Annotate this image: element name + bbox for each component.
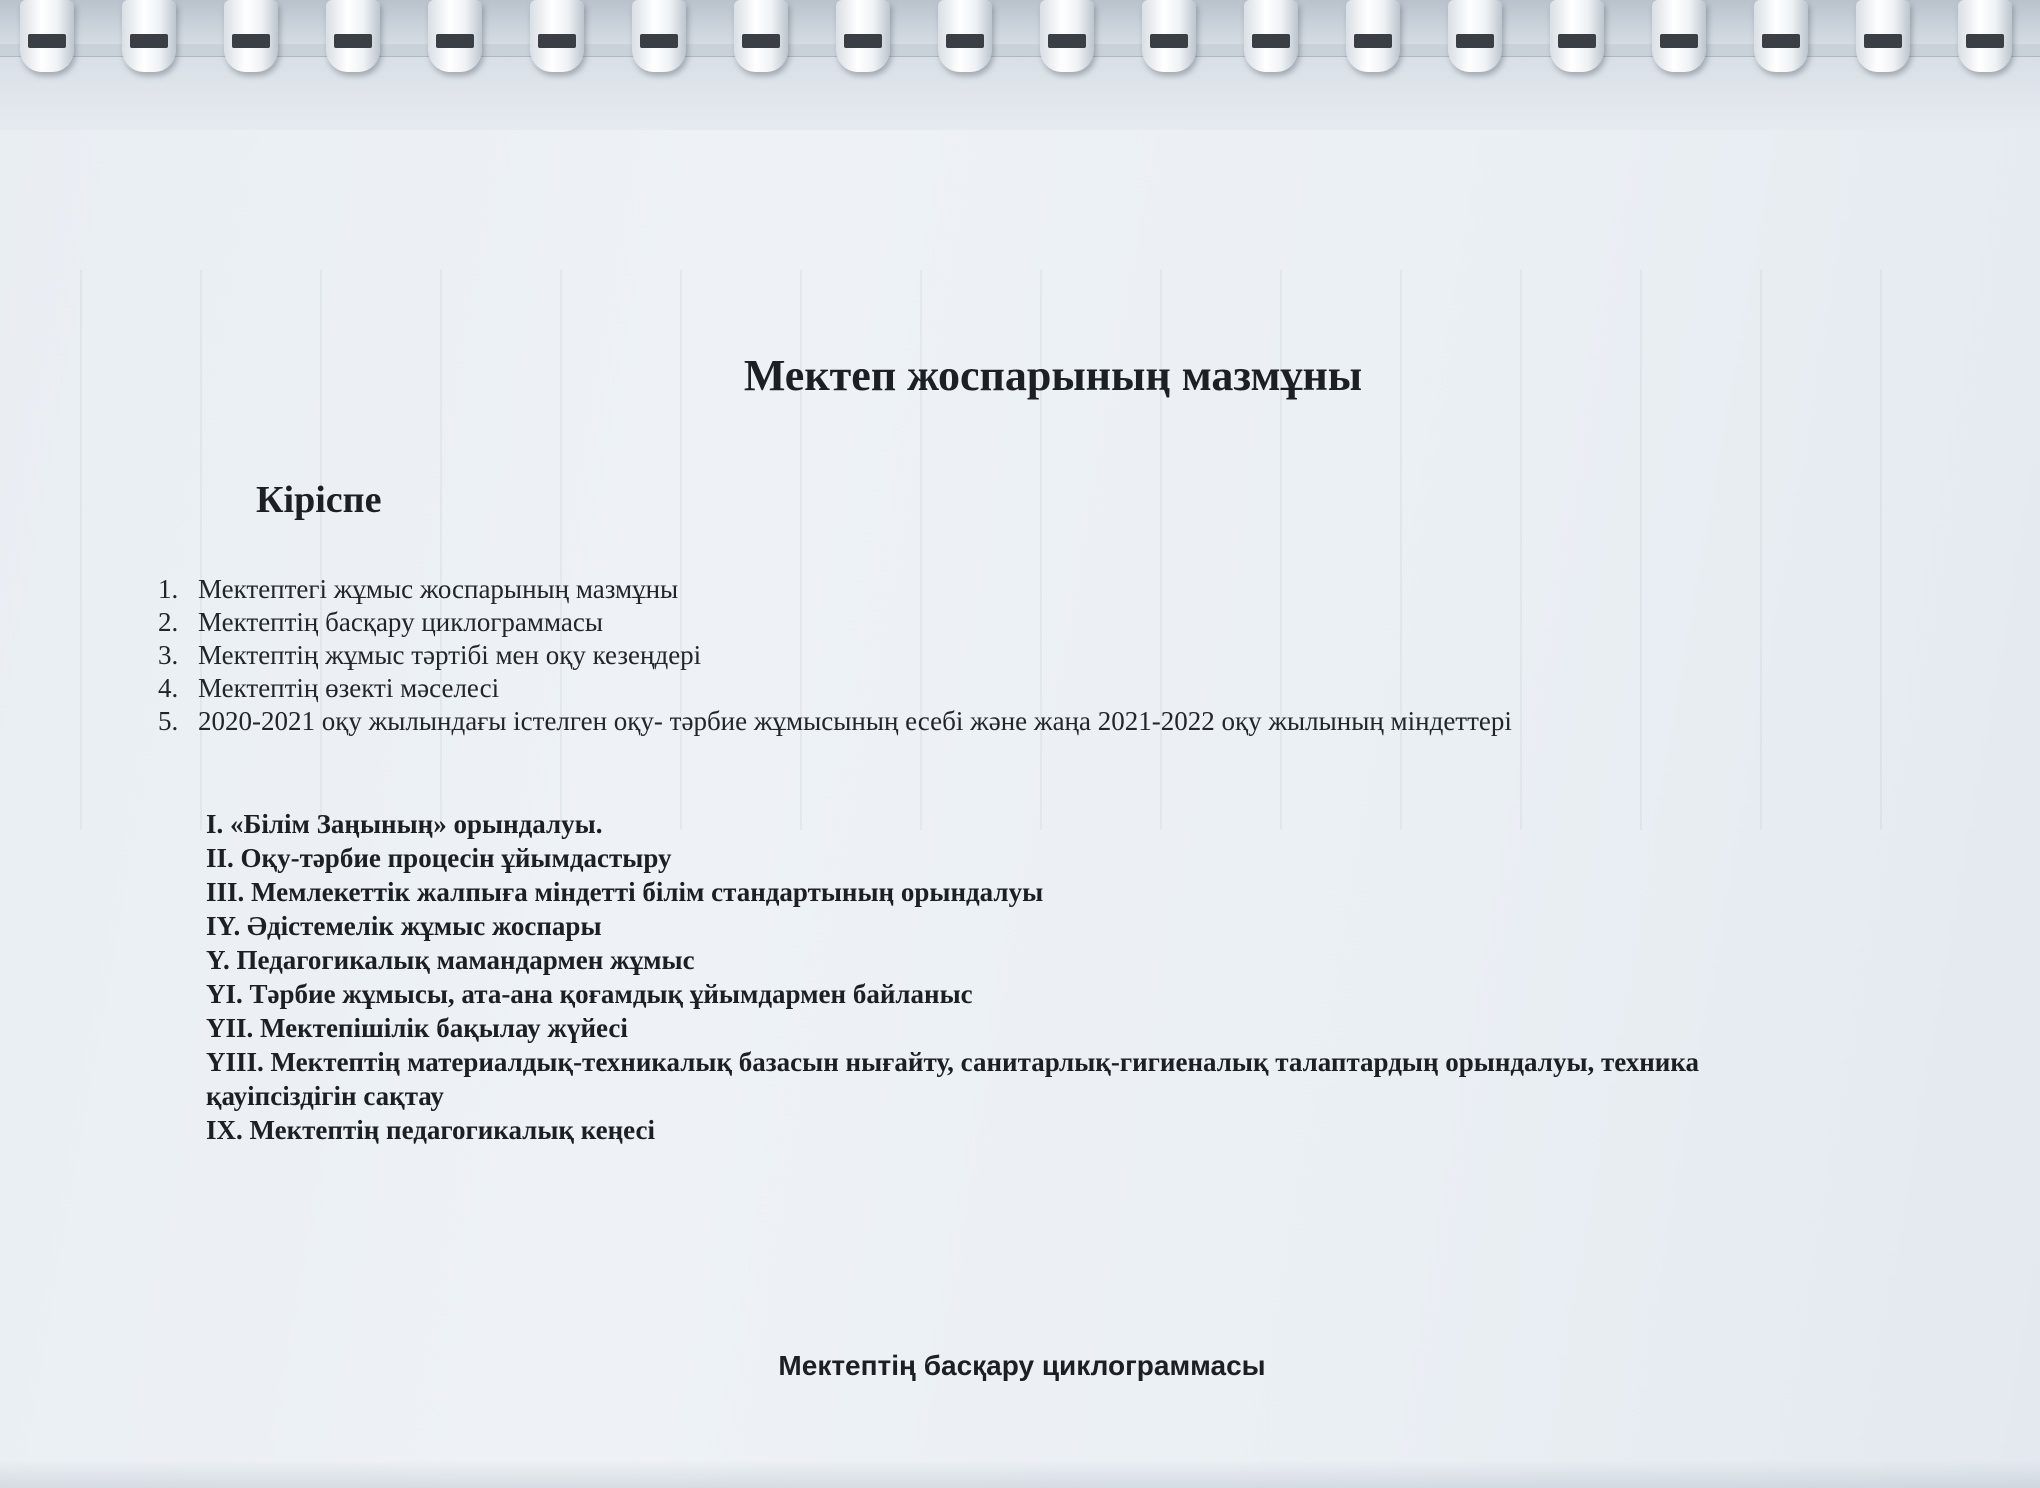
- binding-ring: [1244, 0, 1298, 72]
- binding-ring: [428, 0, 482, 72]
- list-item-text: Мектептің өзекті мәселесі: [198, 673, 500, 703]
- list-item-text: Мектептің басқару циклограммасы: [198, 607, 603, 637]
- section-item: I. «Білім Заңының» орындалуы.: [206, 809, 603, 839]
- footer-heading: Мектептің басқару циклограммасы: [778, 1350, 1266, 1381]
- list-item: [158, 705, 1558, 738]
- sections-list: [206, 807, 1906, 1147]
- binding-ring: [1346, 0, 1400, 72]
- binding-ring: [1958, 0, 2012, 72]
- binding-ring: [734, 0, 788, 72]
- list-item-text: Мектептің жұмыс тәртібі мен оқу кезеңдері: [198, 640, 702, 670]
- list-item: [158, 573, 1558, 606]
- binding-ring: [1856, 0, 1910, 72]
- binding-ring: [530, 0, 584, 72]
- binding-ring: [1652, 0, 1706, 72]
- section-item: Y. Педагогикалық мамандармен жұмыс: [206, 945, 695, 975]
- binding-ring: [1448, 0, 1502, 72]
- binding-ring: [20, 0, 74, 72]
- binding-edge: [0, 44, 2040, 57]
- binding-ring: [1040, 0, 1094, 72]
- binding-ring: [836, 0, 890, 72]
- list-item-number: 5.: [158, 706, 179, 736]
- list-item: [158, 672, 1558, 705]
- section-item: YI. Тәрбие жұмысы, ата-ана қоғамдық ұйымдармен байланыс: [206, 979, 973, 1009]
- binding-ring: [122, 0, 176, 72]
- list-item-number: 4.: [158, 673, 179, 703]
- binding-ring: [224, 0, 278, 72]
- section-item: II. Оқу-тәрбие процесін ұйымдастыру: [206, 843, 672, 873]
- list-item-text: Мектептегі жұмыс жоспарының мазмұны: [198, 574, 679, 604]
- section-item: YIII. Мектептің материалдық-техникалық базасын нығайту, санитарлық-гигиеналық талаптардың орындалуы, техника қауіпсіздігін сақтау: [206, 1047, 1699, 1111]
- list-item-number: 2.: [158, 607, 179, 637]
- section-item: IY. Әдістемелік жұмыс жоспары: [206, 911, 602, 941]
- binding-ring: [1754, 0, 1808, 72]
- spiral-binding: [0, 0, 2040, 130]
- list-item-number: 1.: [158, 574, 179, 604]
- section-item: IX. Мектептің педагогикалық кеңесі: [206, 1115, 655, 1145]
- list-item-text: 2020-2021 оқу жылындағы істелген оқу- тәрбие жұмысының есебі және жаңа 2021-2022 оқу жылының міндеттері: [198, 706, 1512, 736]
- intro-heading: Кіріспе: [256, 479, 382, 521]
- binding-ring: [1550, 0, 1604, 72]
- binding-ring: [1142, 0, 1196, 72]
- section-item: YII. Мектепішілік бақылау жүйесі: [206, 1013, 628, 1043]
- list-item: [158, 639, 1558, 672]
- page-title: Мектеп жоспарының мазмұны: [743, 351, 1363, 400]
- binding-ring: [632, 0, 686, 72]
- list-item-number: 3.: [158, 640, 179, 670]
- binding-ring: [326, 0, 380, 72]
- section-item: III. Мемлекеттік жалпыға міндетті білім стандартының орындалуы: [206, 877, 1044, 907]
- list-item: [158, 606, 1558, 639]
- binding-ring: [938, 0, 992, 72]
- page-shadow: [0, 1460, 2040, 1488]
- numbered-list: [158, 573, 1558, 738]
